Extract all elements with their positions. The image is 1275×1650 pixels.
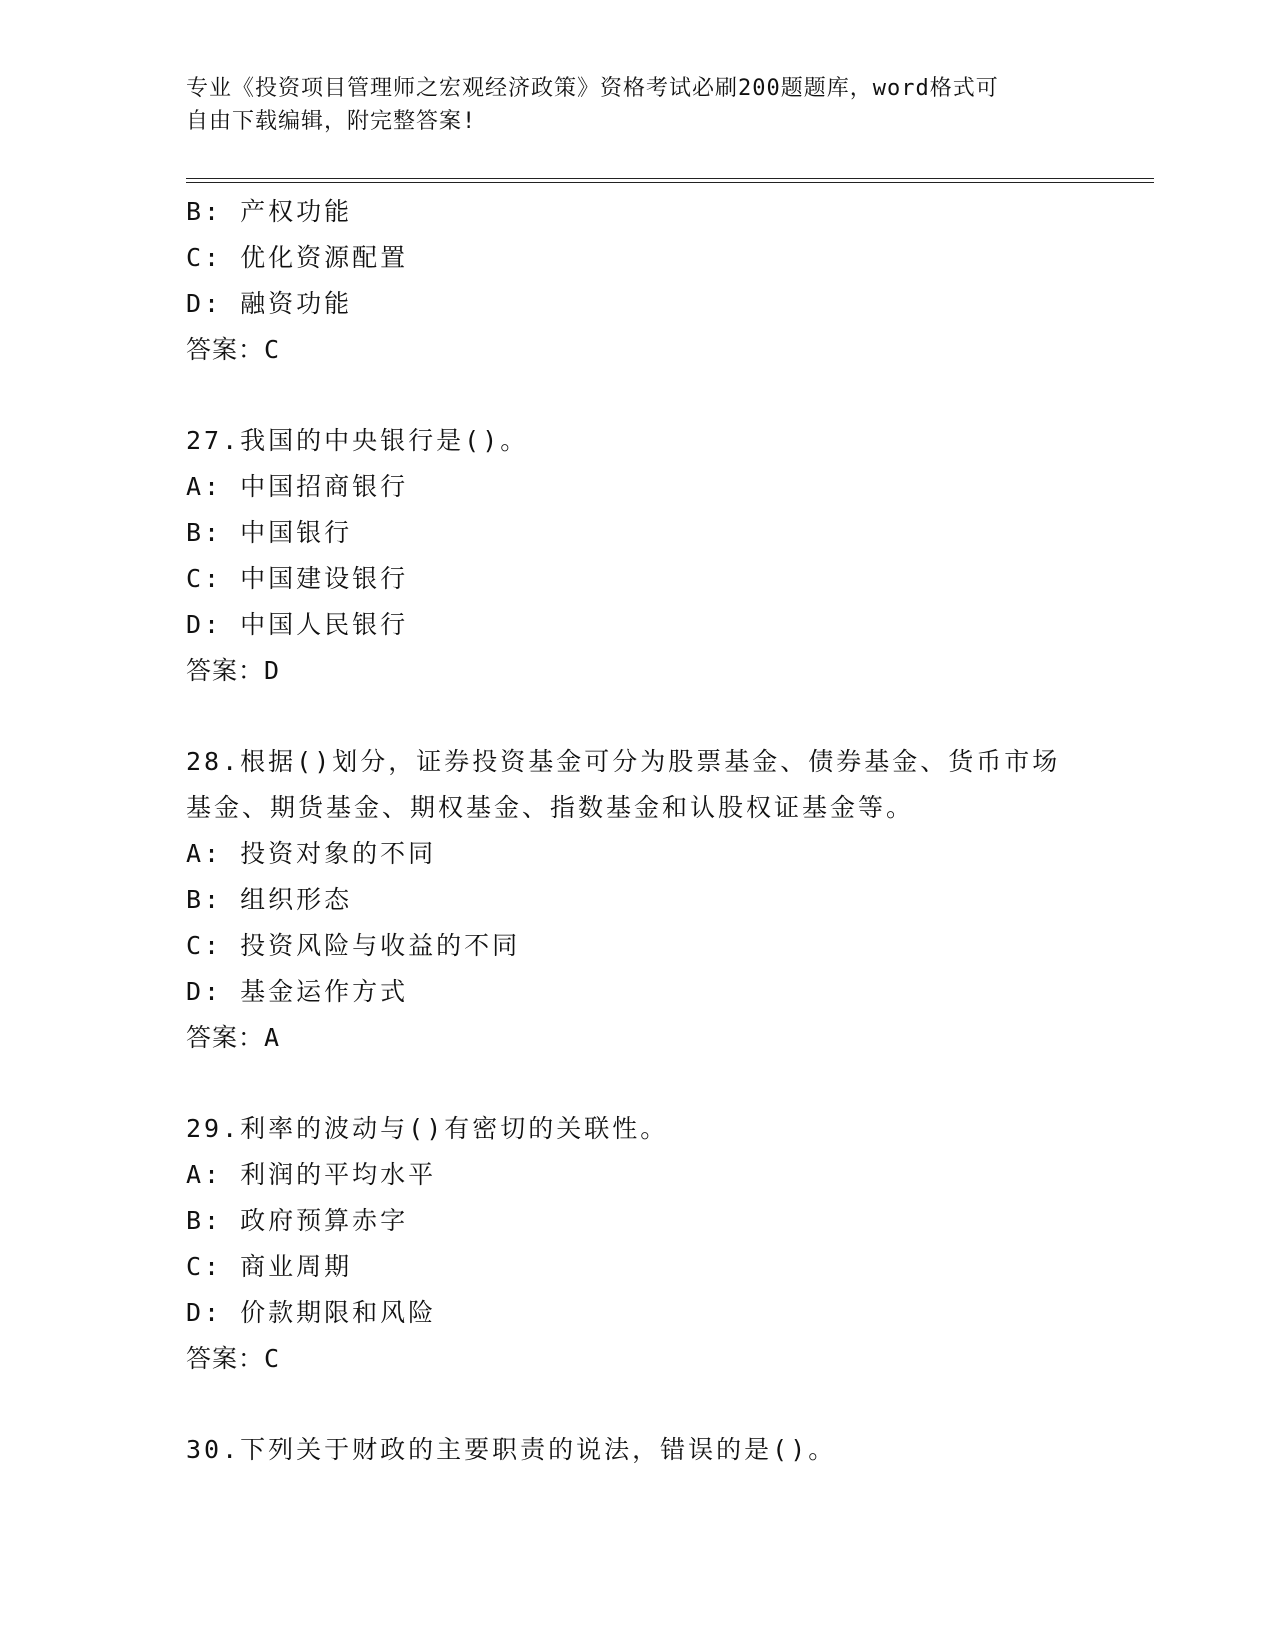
answer-label: 答案：: [186, 1023, 265, 1052]
header-line-2: 自由下载编辑，附完整答案!: [186, 109, 477, 134]
answer-line: [186, 648, 1086, 694]
option-c: C: 投资风险与收益的不同: [186, 931, 521, 960]
answer-line: [186, 327, 1086, 373]
answer-value: A: [264, 1023, 281, 1052]
question-28: [186, 739, 1086, 1061]
answer-line: [186, 1015, 1086, 1061]
option-b: B: 中国银行: [186, 518, 353, 547]
header-divider-top: [186, 178, 1154, 179]
answer-label: 答案：: [186, 1344, 265, 1373]
header-line-1: 专业《投资项目管理师之宏观经济政策》资格考试必刷200题题库，word格式可: [186, 76, 999, 101]
answer-line: [186, 1336, 1086, 1382]
option-c: C: 中国建设银行: [186, 564, 409, 593]
option-c: C: 商业周期: [186, 1252, 353, 1281]
answer-value: D: [264, 656, 281, 685]
option-c: C: 优化资源配置: [186, 243, 409, 272]
question-stem: 30.下列关于财政的主要职责的说法，错误的是()。: [186, 1435, 837, 1464]
answer-value: C: [264, 335, 281, 364]
question-stem: 29.利率的波动与()有密切的关联性。: [186, 1114, 669, 1143]
question-29: [186, 1106, 1086, 1382]
question-list: [186, 189, 1086, 1473]
answer-label: 答案：: [186, 656, 265, 685]
option-d: D: 基金运作方式: [186, 977, 409, 1006]
option-a: A: 投资对象的不同: [186, 839, 437, 868]
answer-label: 答案：: [186, 335, 265, 364]
question-stem: 28.根据()划分，证券投资基金可分为股票基金、债券基金、货币市场: [186, 747, 1061, 776]
option-a: A: 利润的平均水平: [186, 1160, 437, 1189]
answer-value: C: [264, 1344, 281, 1373]
question-30: [186, 1427, 1086, 1473]
option-a: A: 中国招商银行: [186, 472, 409, 501]
question-stem-continued: 基金、期货基金、期权基金、指数基金和认股权证基金等。: [186, 793, 915, 822]
option-d: D: 融资功能: [186, 289, 353, 318]
question-26-continuation: [186, 189, 1086, 373]
question-27: [186, 418, 1086, 694]
option-b: B: 政府预算赤字: [186, 1206, 409, 1235]
header-divider-bottom: [186, 182, 1154, 183]
option-d: D: 价款期限和风险: [186, 1298, 437, 1327]
document-header: [186, 72, 1086, 138]
option-b: B: 产权功能: [186, 197, 353, 226]
option-b: B: 组织形态: [186, 885, 353, 914]
question-stem: 27.我国的中央银行是()。: [186, 426, 529, 455]
option-d: D: 中国人民银行: [186, 610, 409, 639]
